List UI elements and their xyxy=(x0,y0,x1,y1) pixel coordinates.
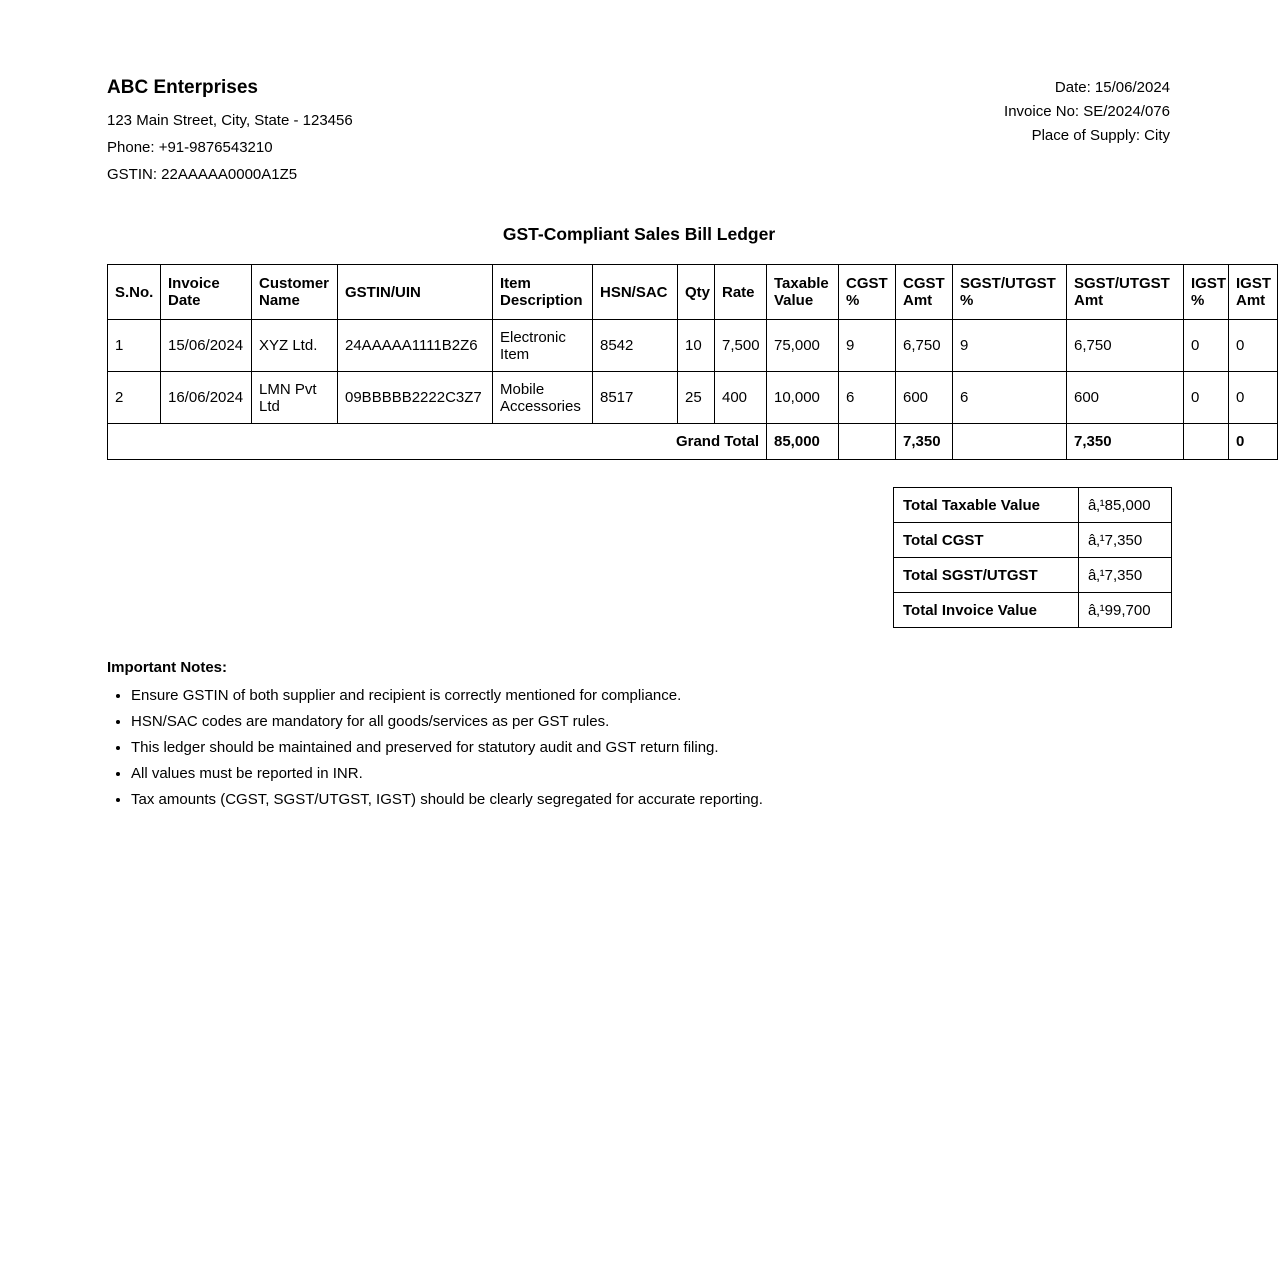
col-header-qty: Qty xyxy=(678,265,715,320)
page-title: GST-Compliant Sales Bill Ledger xyxy=(502,224,776,244)
list-item: • Tax amounts (CGST, SGST/UTGST, IGST) should be clearly segregated for accurate reporting. xyxy=(131,791,1171,808)
col-header-taxable-value: Taxable Value xyxy=(767,265,839,320)
summary-row xyxy=(894,593,1172,628)
col-header-customer-name: Customer Name xyxy=(252,265,338,320)
grand-total-sgst-pct xyxy=(953,424,1067,460)
notes-heading: Important Notes: xyxy=(107,659,227,676)
cell-qty: 25 xyxy=(678,372,715,424)
cell-sgst-amt: 6,750 xyxy=(1067,320,1184,372)
important-notes-section xyxy=(107,659,1171,808)
list-item: • All values must be reported in INR. xyxy=(131,765,1171,782)
cell-customer: LMN Pvt Ltd xyxy=(252,372,338,424)
cell-item: Electronic Item xyxy=(493,320,593,372)
cell-customer: XYZ Ltd. xyxy=(252,320,338,372)
company-name: ABC Enterprises xyxy=(107,77,258,98)
grand-total-taxable: 85,000 xyxy=(767,424,839,460)
col-header-rate: Rate xyxy=(715,265,767,320)
cell-invoice-date: 16/06/2024 xyxy=(161,372,252,424)
cell-igst-amt: 0 xyxy=(1229,320,1278,372)
summary-label-invoice-value: Total Invoice Value xyxy=(894,593,1079,628)
cell-item: Mobile Accessories xyxy=(493,372,593,424)
cell-sgst-amt: 600 xyxy=(1067,372,1184,424)
summary-label-sgst: Total SGST/UTGST xyxy=(894,558,1079,593)
grand-total-igst-pct xyxy=(1184,424,1229,460)
summary-label-taxable: Total Taxable Value xyxy=(894,488,1079,523)
list-item: • Ensure GSTIN of both supplier and recipient is correctly mentioned for compliance. xyxy=(131,687,1171,704)
col-header-cgst-pct: CGST % xyxy=(839,265,896,320)
summary-row xyxy=(894,488,1172,523)
cell-sno: 1 xyxy=(108,320,161,372)
cell-gstin: 24AAAAA1111B2Z6 xyxy=(338,320,493,372)
col-header-igst-amt: IGST Amt xyxy=(1229,265,1278,320)
cell-invoice-date: 15/06/2024 xyxy=(161,320,252,372)
col-header-hsn-sac: HSN/SAC xyxy=(593,265,678,320)
cell-sgst-pct: 9 xyxy=(953,320,1067,372)
cell-sno: 2 xyxy=(108,372,161,424)
grand-total-label: Grand Total xyxy=(108,424,767,460)
cell-igst-amt: 0 xyxy=(1229,372,1278,424)
cell-taxable: 75,000 xyxy=(767,320,839,372)
cell-sgst-pct: 6 xyxy=(953,372,1067,424)
grand-total-row xyxy=(108,424,1278,460)
company-phone: Phone: +91-9876543210 xyxy=(107,139,273,156)
cell-igst-pct: 0 xyxy=(1184,320,1229,372)
col-header-sgst-pct: SGST/UTGST % xyxy=(953,265,1067,320)
grand-total-igst-amt: 0 xyxy=(1229,424,1278,460)
summary-value-invoice-value: â‚¹99,700 xyxy=(1079,593,1172,628)
summary-value-taxable: â‚¹85,000 xyxy=(1079,488,1172,523)
cell-cgst-pct: 9 xyxy=(839,320,896,372)
grand-total-cgst-pct xyxy=(839,424,896,460)
cell-gstin: 09BBBBB2222C3Z7 xyxy=(338,372,493,424)
document-header xyxy=(0,0,1278,188)
cell-cgst-amt: 6,750 xyxy=(896,320,953,372)
invoice-number: Invoice No: SE/2024/076 xyxy=(1004,103,1170,120)
col-header-item-description: Item Description xyxy=(493,265,593,320)
cell-igst-pct: 0 xyxy=(1184,372,1229,424)
cell-hsn: 8542 xyxy=(593,320,678,372)
cell-qty: 10 xyxy=(678,320,715,372)
notes-list xyxy=(107,687,1171,808)
col-header-invoice-date: Invoice Date xyxy=(161,265,252,320)
table-row xyxy=(108,372,1278,424)
cell-rate: 7,500 xyxy=(715,320,767,372)
ledger-table xyxy=(107,264,1278,460)
summary-value-cgst: â‚¹7,350 xyxy=(1079,523,1172,558)
invoice-date: Date: 15/06/2024 xyxy=(1054,79,1170,96)
invoice-meta-block xyxy=(1004,76,1170,188)
table-row xyxy=(108,320,1278,372)
list-item: • This ledger should be maintained and preserved for statutory audit and GST return filing. xyxy=(131,739,1171,756)
cell-taxable: 10,000 xyxy=(767,372,839,424)
col-header-sno: S.No. xyxy=(108,265,161,320)
summary-value-sgst: â‚¹7,350 xyxy=(1079,558,1172,593)
company-block xyxy=(107,76,353,188)
ledger-header-row xyxy=(108,265,1278,320)
col-header-sgst-amt: SGST/UTGST Amt xyxy=(1067,265,1184,320)
company-gstin: GSTIN: 22AAAAA0000A1Z5 xyxy=(107,166,298,183)
summary-row xyxy=(894,523,1172,558)
cell-hsn: 8517 xyxy=(593,372,678,424)
cell-rate: 400 xyxy=(715,372,767,424)
col-header-gstin: GSTIN/UIN xyxy=(338,265,493,320)
summary-label-cgst: Total CGST xyxy=(894,523,1079,558)
col-header-igst-pct: IGST % xyxy=(1184,265,1229,320)
grand-total-sgst-amt: 7,350 xyxy=(1067,424,1184,460)
grand-total-cgst-amt: 7,350 xyxy=(896,424,953,460)
totals-summary-table xyxy=(893,487,1172,628)
company-address: 123 Main Street, City, State - 123456 xyxy=(107,112,353,129)
cell-cgst-pct: 6 xyxy=(839,372,896,424)
col-header-cgst-amt: CGST Amt xyxy=(896,265,953,320)
list-item: • HSN/SAC codes are mandatory for all goods/services as per GST rules. xyxy=(131,713,1171,730)
summary-row xyxy=(894,558,1172,593)
cell-cgst-amt: 600 xyxy=(896,372,953,424)
place-of-supply: Place of Supply: City xyxy=(1031,127,1170,144)
